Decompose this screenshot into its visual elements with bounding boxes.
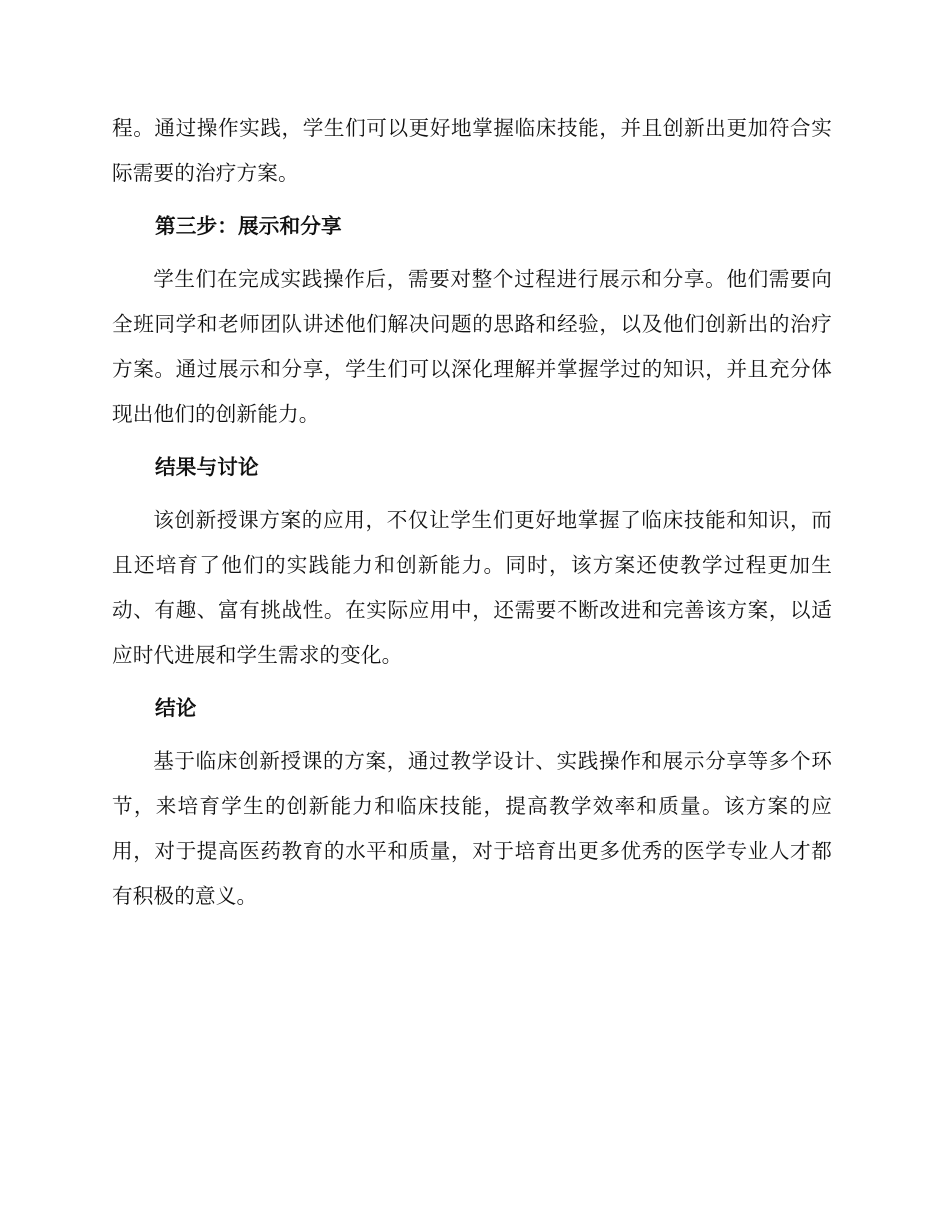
paragraph-results-discussion: 该创新授课方案的应用，不仅让学生们更好地掌握了临床技能和知识，而且还培育了他们的实践能力和创新能力。同时，该方案还使教学过程更加生动、有趣、富有挑战性。在实际应用中，还需要不断改进和完善该方案，以适应时代进展和学生需求的变化。 (112, 508, 832, 667)
document-body (112, 106, 832, 919)
paragraph-continuation: 程。通过操作实践，学生们可以更好地掌握临床技能，并且创新出更加符合实际需要的治疗方案。 (112, 116, 832, 185)
section-heading-step-three: 第三步：展示和分享 (155, 214, 342, 238)
section-heading-results-discussion: 结果与讨论 (155, 455, 259, 479)
section-heading-conclusion: 结论 (155, 696, 197, 720)
paragraph-step-three: 学生们在完成实践操作后，需要对整个过程进行展示和分享。他们需要向全班同学和老师团队讲述他们解决问题的思路和经验，以及他们创新出的治疗方案。通过展示和分享，学生们可以深化理解并掌握学过的知识，并且充分体现出他们的创新能力。 (112, 267, 832, 426)
paragraph-conclusion: 基于临床创新授课的方案，通过教学设计、实践操作和展示分享等多个环节，来培育学生的创新能力和临床技能，提高教学效率和质量。该方案的应用，对于提高医药教育的水平和质量，对于培育出更多优秀的医学专业人才都有积极的意义。 (112, 749, 832, 908)
